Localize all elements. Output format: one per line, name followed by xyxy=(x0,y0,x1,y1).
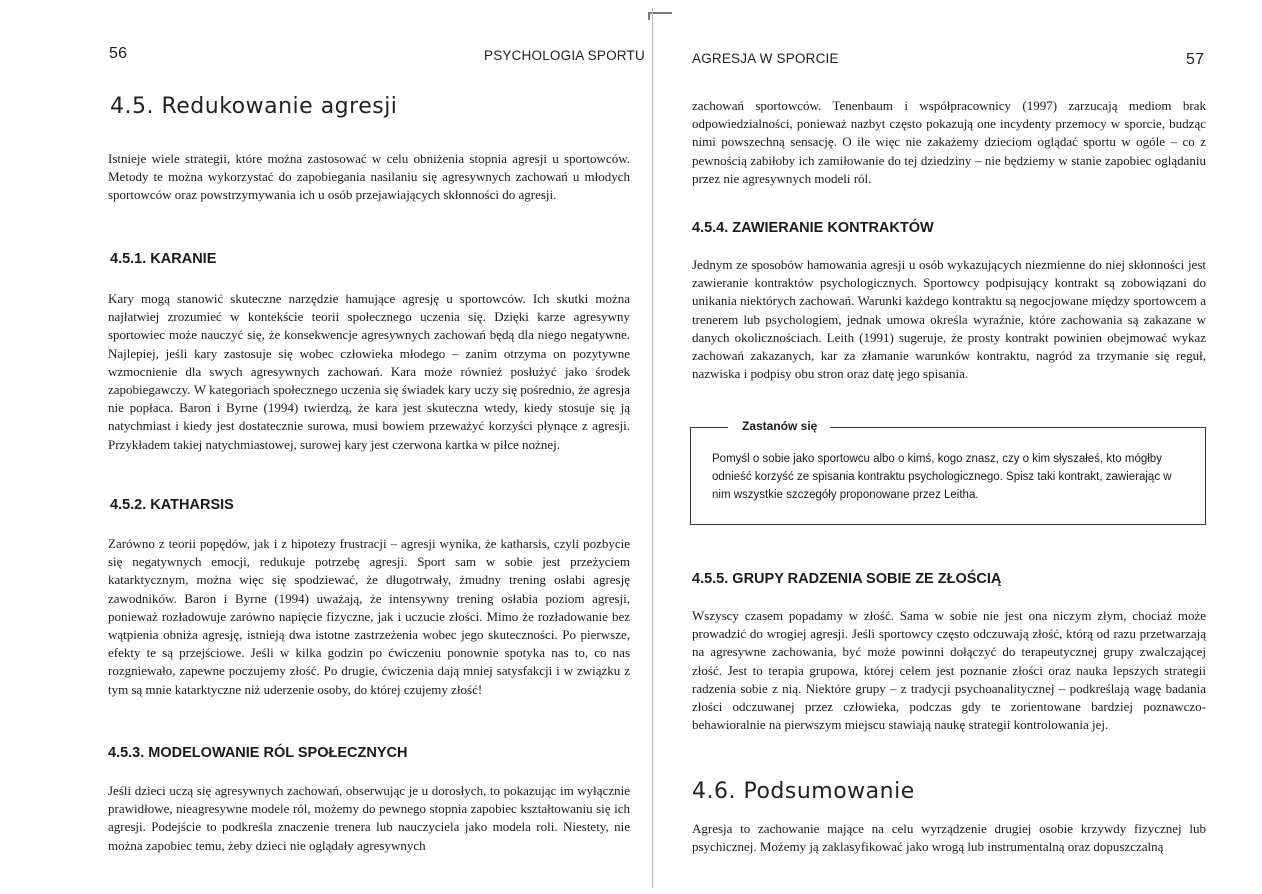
running-head-left: PSYCHOLOGIA SPORTU xyxy=(484,48,645,63)
book-spine xyxy=(652,8,653,888)
page-number-right: 57 xyxy=(1186,51,1205,68)
paragraph-modelowanie: Jeśli dzieci uczą się agresywnych zachowań, obserwując je u dorosłych, to pokazując im wyłącznie prawidłowe, nieagresywne modele ról, możemy do pewnego stopnia zapobiec kształtowaniu się ich agresji. Podejście to podkreśla znaczenie trenera lub nauczyciela jako modela roli. Niestety, nie można zapobiec temu, żeby dzieci nie oglądały agresywnych xyxy=(108,783,630,853)
heading-katharsis: 4.5.2. KATHARSIS xyxy=(110,497,234,513)
paragraph-summary: Agresja to zachowanie mające na celu wyrządzenie drugiej osobie krzywdy fizycznej lub psychicznej. Możemy ją zaklasyfikować jako wrogą lub instrumentalną oraz dopuszczalną xyxy=(692,821,1206,855)
box-border-left xyxy=(690,427,728,428)
reflection-box-title: Zastanów się xyxy=(742,419,818,433)
paragraph-kontrakty: Jednym ze sposobów hamowania agresji u osób wykazujących niezmienne do niej skłonności jest zawieranie kontraktów psychologicznych. Sportowcy podpisujący kontrakt są zobowiązani do unikania niektórych zachowań. Warunki każdego kontraktu są negocjowane między sportowcem a trenerem lub psychologiem, jednak umowa określa wyraźnie, które zachowania są zakazane w danych okolicznościach. Leith (1991) sugeruje, że prosty kontrakt powinien obejmować wykaz zachowań zakazanych, kar za złamanie warunków kontraktu, nagród za trzymanie się reguł, nazwiska i podpisy obu stron oraz datę jego spisania. xyxy=(692,257,1206,382)
heading-kontrakty: 4.5.4. ZAWIERANIE KONTRAKTÓW xyxy=(692,220,934,236)
reflection-box-text: Pomyśl o sobie jako sportowcu albo o kimś, kogo znasz, czy o kim słyszałeś, kto mógłby odnieść korzyść ze spisania kontraktu psychologicznego. Spisz taki kontrakt, zawierając w nim wszystkie szczegóły proponowane przez Leitha. xyxy=(712,453,1172,501)
running-head-right: AGRESJA W SPORCIE xyxy=(692,51,839,66)
intro-paragraph: Istnieje wiele strategii, które można zastosować w celu obniżenia stopnia agresji u sportowców. Metody te można wykorzystać do zapobiegania nasilaniu się agresywnych zachowań u młodych sportowców oraz powstrzymywania ich u osób przejawiających skłonności do agresji. xyxy=(108,151,630,203)
section-title-reduction: 4.5. Redukowanie agresji xyxy=(110,94,398,119)
paragraph-katharsis: Zarówno z teorii popędów, jak i z hipotezy frustracji – agresji wynika, że katharsis, czyli pozbycie się negatywnych emocji, redukuje potrzebę agresji. Sport sam w sobie jest przeżyciem katarktycznym, można więc się spodziewać, że długotrwały, żmudny trening osłabi agresję zawodników. Baron i Byrne (1994) uważają, że intensywny trening osłabia poziom agresji, ponieważ rozładowuje zarówno napięcie fizyczne, jak i uczucie złości. Mimo że rozładowanie bez wątpienia obniża agresję, istnieją dwa istotne zastrzeżenia wobec jego skuteczności. Po pierwsze, efekty te są przejściowe. Jeśli w kilka godzin po ćwiczeniu ponownie spotyka nas to, co nas rozgniewało, zapewne poczujemy złość. Po drugie, ćwiczenia dają mniej satysfakcji i w związku z tym są mnie katarktyczne niż uderzenie osoby, do której czujemy złość! xyxy=(108,536,630,697)
heading-karanie: 4.5.1. KARANIE xyxy=(110,251,217,267)
paragraph-karanie: Kary mogą stanowić skuteczne narzędzie hamujące agresję u sportowców. Ich skutki można najłatwiej zrozumieć w kontekście teorii społecznego uczenia się. Dzięki karze agresywny sportowiec może nauczyć się, że konsekwencje agresywnych zachowań będą dla niego negatywne. Najlepiej, jeśli kary zastosuje się wobec człowieka młodego – zanim otrzyma on pozytywne wzmocnienie dla swych agresywnych zachowań. Kara może również posłużyć jako środek zapobiegawczy. W kategoriach społecznego uczenia się świadek kary uczy się pośrednio, że agresja nie popłaca. Baron i Byrne (1994) twierdzą, że kara jest skuteczna wtedy, kiedy stosuje się ją natychmiast i kiedy jest dostatecznie surowa, musi bowiem przeważyć korzyści płynące z agresji. Przykładem takiej natychmiastowej, surowej kary jest czerwona kartka w piłce nożnej. xyxy=(108,291,630,452)
heading-grupy: 4.5.5. GRUPY RADZENIA SOBIE ZE ZŁOŚCIĄ xyxy=(692,571,1002,587)
section-title-summary: 4.6. Podsumowanie xyxy=(692,779,915,804)
box-border-right xyxy=(830,427,1206,428)
paragraph-grupy: Wszyscy czasem popadamy w złość. Sama w sobie nie jest ona niczym złym, chociaż może prowadzić do wrogiej agresji. Jeśli sportowcy często odczuwają złość, którą od razu przetwarzają na agresywne zachowania, być może powinni dołączyć do terapeutycznej grupy zwalczającej złość. Jest to terapia grupowa, której celem jest poznanie złości oraz nauka lepszych strategii radzenia sobie z nią. Niektóre grupy – z tradycji psychoanalitycznej – podkreślają wagę badania złości odczuwanej przez człowieka, podczas gdy te zorientowane bardziej poznawczo-behawioralnie na pierwszym miejscu stawiają naukę strategii kontrolowania jej. xyxy=(692,608,1206,733)
heading-modelowanie: 4.5.3. MODELOWANIE RÓL SPOŁECZNYCH xyxy=(108,745,408,761)
paragraph-continuation: zachowań sportowców. Tenenbaum i współpracownicy (1997) zarzucają mediom brak odpowiedzialności, ponieważ nazbyt często pokazują one incydenty przemocy w sporcie, budząc nimi powszechną sensację. O ile więc nie zakażemy dzieciom oglądać sportu w ogóle – co z pewnością zabiłoby ich zamiłowanie do tej dziedziny – nie będziemy w stanie zapobiec oglądaniu przez nie agresywnych modeli ról. xyxy=(692,98,1206,186)
page-number-left: 56 xyxy=(109,45,128,62)
